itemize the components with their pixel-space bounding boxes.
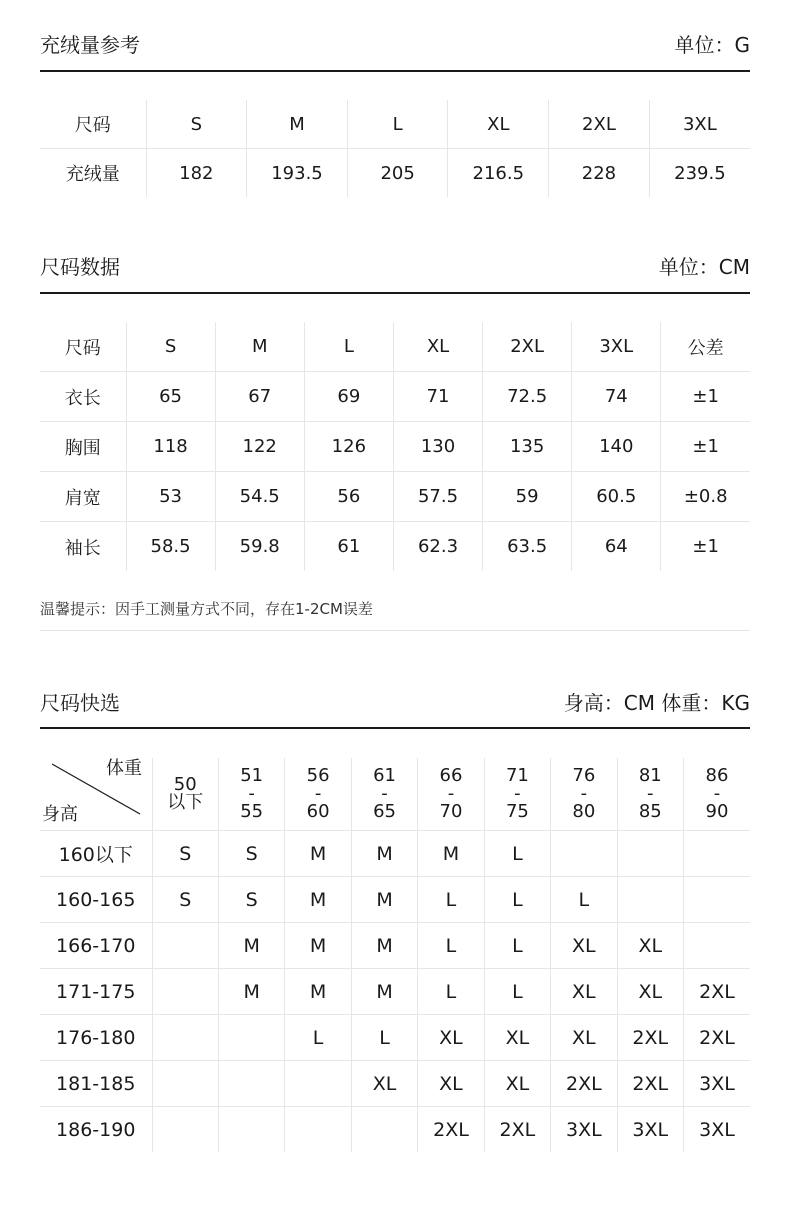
table-cell: L <box>347 100 448 149</box>
row-label-cell: 胸围 <box>40 422 126 472</box>
size-section-title: 尺码数据 <box>40 255 120 279</box>
weight-range-text: - <box>713 783 721 804</box>
size-cell: XL <box>551 923 617 969</box>
table-cell: 205 <box>347 149 448 198</box>
height-range-cell: 181-185 <box>40 1061 152 1107</box>
size-cell <box>152 969 218 1015</box>
quick-section-divider <box>40 727 750 729</box>
height-range-cell: 166-170 <box>40 923 152 969</box>
size-cell: L <box>484 831 550 877</box>
table-cell: 130 <box>393 422 482 472</box>
table-cell: 2XL <box>483 322 572 372</box>
size-cell: L <box>418 969 484 1015</box>
quick-table-row <box>40 969 750 1015</box>
size-section-header <box>40 250 750 280</box>
table-cell: 193.5 <box>247 149 348 198</box>
weight-range-text: 66 <box>439 765 463 786</box>
height-range-cell: 160-165 <box>40 877 152 923</box>
weight-range-header <box>617 758 683 831</box>
weight-range-text: 71 <box>505 765 529 786</box>
row-label-cell: 充绒量 <box>65 164 120 185</box>
weight-range-text: 85 <box>638 801 662 822</box>
size-cell <box>617 831 683 877</box>
size-cell: M <box>418 831 484 877</box>
size-cell: M <box>351 969 417 1015</box>
quick-section-title: 尺码快选 <box>40 691 120 715</box>
quick-table-row <box>40 1015 750 1061</box>
down-section-title: 充绒量参考 <box>40 33 140 57</box>
table-cell: ±0.8 <box>661 472 750 522</box>
down-section-divider <box>40 70 750 72</box>
table-cell: 64 <box>572 522 661 572</box>
size-cell: L <box>351 1015 417 1061</box>
size-cell <box>218 1061 284 1107</box>
weight-range-text: 90 <box>705 801 729 822</box>
corner-weight-label: 体重 <box>106 758 142 779</box>
table-cell: 69 <box>304 372 393 422</box>
weight-range-text: 80 <box>572 801 596 822</box>
weight-range-header <box>418 758 484 831</box>
table-cell: 239.5 <box>649 149 750 198</box>
size-cell <box>152 923 218 969</box>
size-cell: XL <box>551 1015 617 1061</box>
weight-range-text: 60 <box>306 801 330 822</box>
size-cell <box>351 1107 417 1153</box>
size-cell: M <box>285 877 351 923</box>
size-cell: 2XL <box>484 1107 550 1153</box>
size-cell <box>152 1061 218 1107</box>
size-cell: 3XL <box>551 1107 617 1153</box>
table-cell: 53 <box>126 472 215 522</box>
weight-range-text: - <box>381 783 388 804</box>
table-cell: 228 <box>549 149 650 198</box>
table-cell: 58.5 <box>126 522 215 572</box>
size-cell: M <box>218 969 284 1015</box>
weight-range-header <box>152 758 218 831</box>
table-cell: 118 <box>126 422 215 472</box>
size-cell: 2XL <box>617 1015 683 1061</box>
table-cell: 135 <box>483 422 572 472</box>
weight-range-text: 50 <box>173 774 197 795</box>
weight-range-text: 76 <box>572 765 596 786</box>
quick-table-row <box>40 1061 750 1107</box>
table-header-row <box>40 322 750 372</box>
size-cell: S <box>152 877 218 923</box>
size-cell <box>285 1107 351 1153</box>
table-header-row <box>40 100 750 149</box>
size-cell: L <box>418 923 484 969</box>
weight-range-text: 56 <box>306 765 330 786</box>
size-cell: XL <box>418 1015 484 1061</box>
weight-range-text: 51 <box>240 765 264 786</box>
weight-range-header <box>484 758 550 831</box>
size-cell: XL <box>351 1061 417 1107</box>
size-cell: XL <box>617 923 683 969</box>
size-cell: M <box>218 923 284 969</box>
size-cell: M <box>285 923 351 969</box>
measurement-tip: 温馨提示：因手工测量方式不同，存在1-2CM误差 <box>40 600 373 618</box>
weight-range-text: - <box>514 783 521 804</box>
size-cell <box>285 1061 351 1107</box>
size-cell <box>684 923 751 969</box>
size-cell: M <box>351 877 417 923</box>
size-cell <box>152 1015 218 1061</box>
height-range-cell: 176-180 <box>40 1015 152 1061</box>
corner-height-label: 身高 <box>42 804 78 825</box>
size-cell: XL <box>484 1061 550 1107</box>
table-row <box>40 472 750 522</box>
weight-range-header <box>684 758 751 831</box>
table-cell: 59.8 <box>215 522 304 572</box>
size-cell: L <box>551 877 617 923</box>
table-cell: 122 <box>215 422 304 472</box>
tip-divider <box>40 630 750 631</box>
table-cell: 67 <box>215 372 304 422</box>
row-label-cell: 肩宽 <box>40 472 126 522</box>
table-cell: 公差 <box>661 322 750 372</box>
table-row <box>40 522 750 572</box>
weight-range-text: 70 <box>439 801 463 822</box>
down-section-unit: 单位：G <box>674 33 750 57</box>
weight-range-text: - <box>447 783 455 804</box>
weight-range-text: - <box>314 783 322 804</box>
table-cell: 63.5 <box>483 522 572 572</box>
table-cell: 57.5 <box>393 472 482 522</box>
size-cell: S <box>218 877 284 923</box>
size-cell <box>218 1107 284 1153</box>
size-section-divider <box>40 292 750 294</box>
table-cell: XL <box>448 100 549 149</box>
table-cell: M <box>215 322 304 372</box>
row-label-cell: 尺码 <box>40 100 146 149</box>
table-cell: ±1 <box>661 522 750 572</box>
table-cell: 72.5 <box>483 372 572 422</box>
down-fill-table <box>40 100 750 197</box>
weight-range-header <box>351 758 417 831</box>
size-cell <box>684 831 751 877</box>
size-cell <box>684 877 751 923</box>
row-label-cell: 袖长 <box>64 537 101 559</box>
table-cell: L <box>304 322 393 372</box>
corner-cell <box>40 758 152 831</box>
table-row <box>40 149 750 198</box>
size-cell <box>218 1015 284 1061</box>
size-cell: M <box>285 831 351 877</box>
height-range-cell: 186-190 <box>56 1118 136 1141</box>
table-cell: ±1 <box>661 372 750 422</box>
size-cell: 3XL <box>684 1061 751 1107</box>
table-cell: 182 <box>146 149 247 198</box>
size-data-table <box>40 322 750 571</box>
weight-range-text: 55 <box>240 801 264 822</box>
size-cell: 2XL <box>617 1061 683 1107</box>
weight-range-text: 86 <box>705 765 729 786</box>
quick-section-unit: 身高：CM 体重：KG <box>563 691 750 715</box>
size-cell <box>617 877 683 923</box>
size-cell: XL <box>418 1061 484 1107</box>
weight-range-header <box>218 758 284 831</box>
quick-table-row <box>40 831 750 877</box>
size-cell: XL <box>617 969 683 1015</box>
table-cell: 61 <box>304 522 393 572</box>
table-cell: XL <box>393 322 482 372</box>
row-label-cell: 尺码 <box>40 322 126 372</box>
size-cell: 2XL <box>684 1015 751 1061</box>
table-cell: 216.5 <box>448 149 549 198</box>
weight-range-text: - <box>580 783 588 804</box>
quick-table-row <box>40 923 750 969</box>
table-cell: 62.3 <box>393 522 482 572</box>
size-cell: M <box>351 923 417 969</box>
table-cell: 2XL <box>549 100 650 149</box>
size-cell: L <box>418 877 484 923</box>
size-cell: M <box>351 831 417 877</box>
size-cell: L <box>484 923 550 969</box>
table-cell: 3XL <box>572 322 661 372</box>
quick-table-row <box>40 877 750 923</box>
size-cell: L <box>484 969 550 1015</box>
table-row <box>40 372 750 422</box>
size-cell <box>152 1107 218 1153</box>
table-cell: S <box>126 322 215 372</box>
table-cell: ±1 <box>661 422 750 472</box>
quick-table-row <box>40 1107 750 1153</box>
table-cell: M <box>247 100 348 149</box>
size-cell: 2XL <box>418 1107 484 1153</box>
weight-range-text: 81 <box>638 765 662 786</box>
height-range-cell: 171-175 <box>40 969 152 1015</box>
quick-header-row <box>40 758 750 831</box>
table-cell: 54.5 <box>215 472 304 522</box>
weight-range-header <box>551 758 617 831</box>
table-cell: 3XL <box>649 100 750 149</box>
size-cell: S <box>218 831 284 877</box>
table-cell: 59 <box>483 472 572 522</box>
size-cell <box>551 831 617 877</box>
weight-range-header <box>285 758 351 831</box>
weight-range-text: 61 <box>373 765 396 786</box>
size-section-unit: 单位：CM <box>658 255 750 279</box>
weight-range-text: 以下 <box>167 792 204 813</box>
weight-range-text: - <box>248 783 255 804</box>
table-row <box>40 422 750 472</box>
quick-select-table <box>40 758 750 1152</box>
down-section-header <box>40 28 750 58</box>
weight-range-text: 65 <box>373 801 396 822</box>
weight-range-text: - <box>647 783 654 804</box>
table-cell: 74 <box>572 372 661 422</box>
row-label-cell: 衣长 <box>40 372 126 422</box>
quick-section-header <box>40 686 750 716</box>
table-cell: 71 <box>393 372 482 422</box>
size-cell: 2XL <box>551 1061 617 1107</box>
size-cell: 3XL <box>617 1107 683 1153</box>
size-cell: XL <box>551 969 617 1015</box>
size-cell: M <box>285 969 351 1015</box>
size-cell: 2XL <box>684 969 751 1015</box>
size-cell: L <box>285 1015 351 1061</box>
table-cell: 56 <box>304 472 393 522</box>
table-cell: 60.5 <box>572 472 661 522</box>
weight-range-text: 75 <box>505 801 529 822</box>
table-cell: S <box>146 100 247 149</box>
height-range-cell: 160以下 <box>40 831 152 877</box>
table-cell: 126 <box>304 422 393 472</box>
size-cell: 3XL <box>684 1107 751 1153</box>
table-cell: 140 <box>572 422 661 472</box>
table-cell: 65 <box>126 372 215 422</box>
size-cell: S <box>152 831 218 877</box>
size-cell: XL <box>484 1015 550 1061</box>
size-cell: L <box>484 877 550 923</box>
